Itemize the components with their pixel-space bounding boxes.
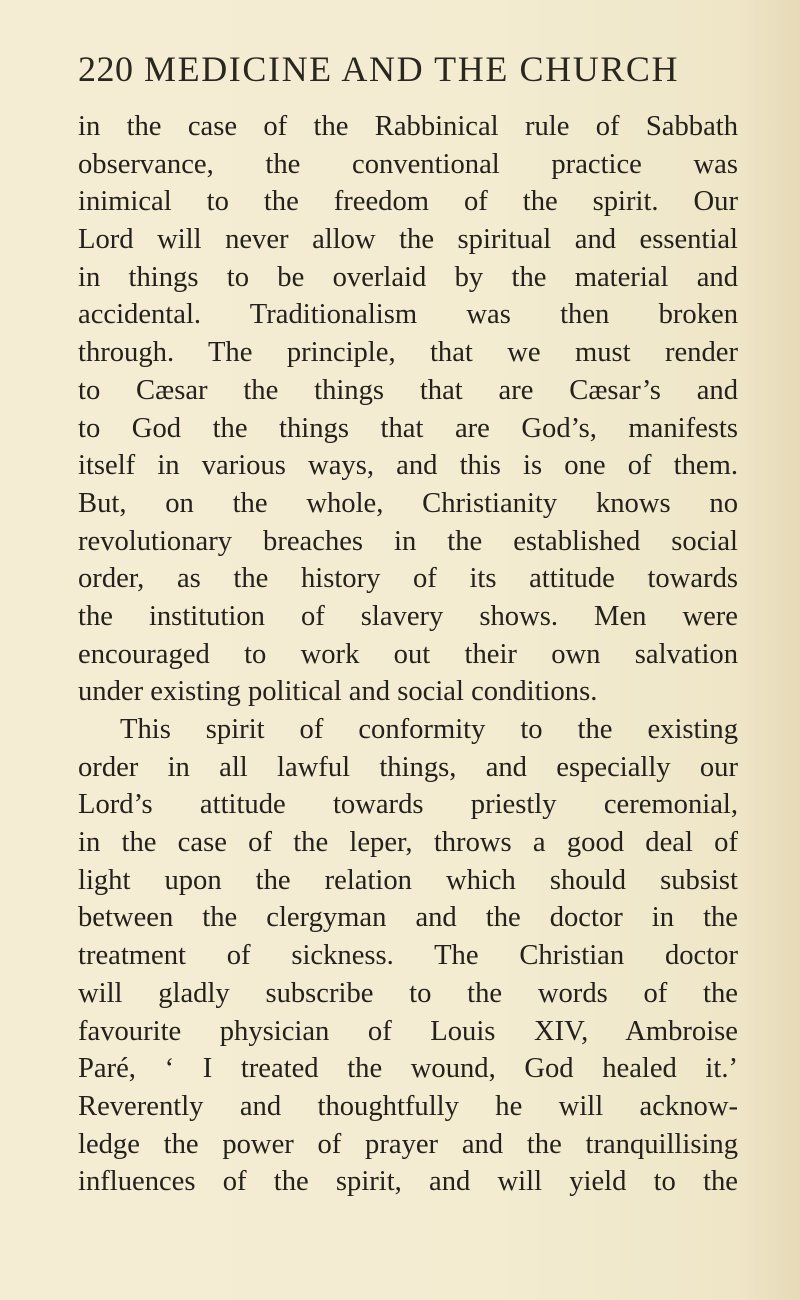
text-line: in the case of the leper, throws a good deal of [78,827,738,859]
text-line: Lord will never allow the spiritual and essential [78,224,738,256]
page-header [78,44,738,94]
text-line: to Cæsar the things that are Cæsar’s and [78,374,738,406]
text-line: revolutionary breaches in the established social [78,525,738,557]
text-line: to God the things that are God’s, manifests [78,412,738,444]
text-line: under existing political and social conditions. [78,676,598,708]
text-line: observance, the conventional practice was [78,148,738,180]
body-text [78,108,738,1201]
text-line: itself in various ways, and this is one of them. [78,450,738,482]
text-line: will gladly subscribe to the words of the [78,977,738,1009]
text-line: order, as the history of its attitude towards [78,563,738,595]
text-line: treatment of sickness. The Christian doctor [78,940,738,972]
text-line: the institution of slavery shows. Men were [78,600,738,632]
text-line: encouraged to work out their own salvation [78,638,738,670]
text-line: favourite physician of Louis XIV, Ambroise [78,1015,738,1047]
paragraph-start-line: This spirit of conformity to the existing [120,714,738,745]
running-head: MEDICINE AND THE CHURCH [144,49,680,89]
text-line: accidental. Traditionalism was then broken [78,299,738,331]
text-line: Reverently and thoughtfully he will acknow- [78,1090,738,1122]
text-line: in things to be overlaid by the material and [78,261,738,293]
text-line: in the case of the Rabbinical rule of Sabbath [78,111,738,142]
text-line: But, on the whole, Christianity knows no [78,487,738,519]
text-line: ledge the power of prayer and the tranquillising [78,1128,738,1160]
text-line: order in all lawful things, and especially our [78,751,738,783]
text-line: between the clergyman and the doctor in the [78,902,738,934]
text-line: influences of the spirit, and will yield to the [78,1166,738,1198]
text-line: through. The principle, that we must render [78,337,738,369]
text-line: light upon the relation which should subsist [78,864,738,896]
text-line: Lord’s attitude towards priestly ceremonial, [78,789,738,821]
text-line: Paré, ‘ I treated the wound, God healed it.’ [78,1053,738,1085]
page-number: 220 [78,49,134,89]
text-line: inimical to the freedom of the spirit. Our [78,186,738,218]
